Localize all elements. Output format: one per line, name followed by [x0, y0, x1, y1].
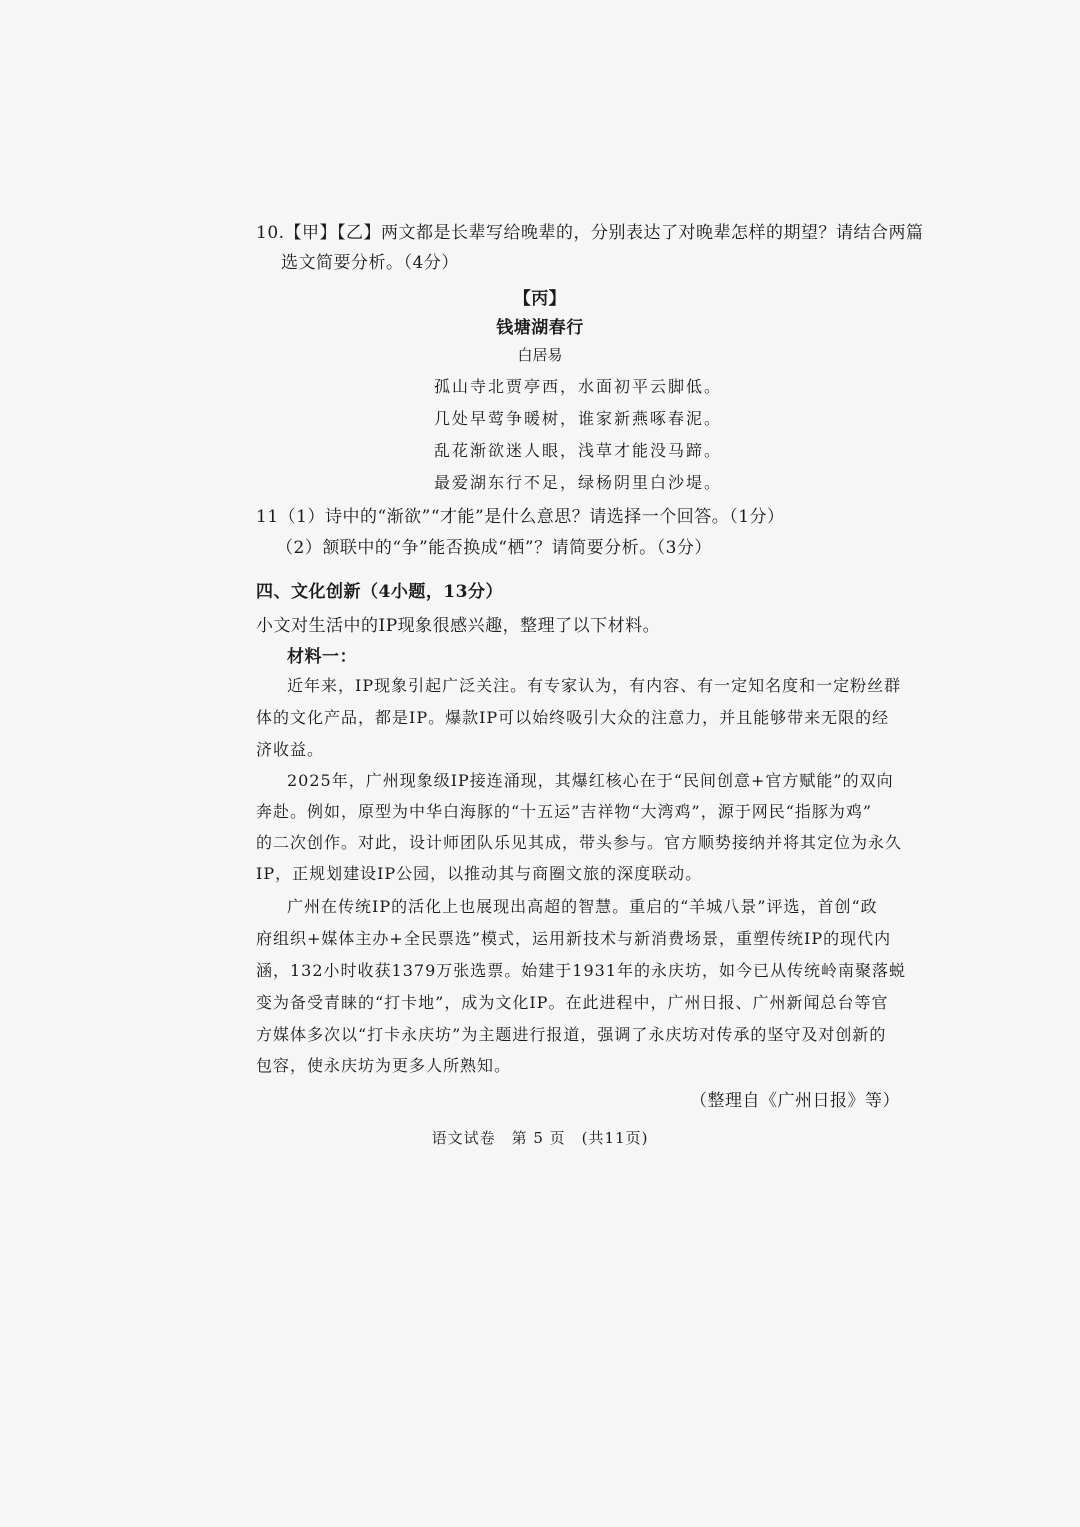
- poem-line: 几处早莺争暖树，谁家新燕啄春泥。: [434, 409, 723, 428]
- poem-line: 最爱湖东行不足，绿杨阴里白沙堤。: [434, 473, 723, 492]
- poem-author: 白居易: [517, 346, 563, 364]
- paragraph-line: 体的文化产品，都是IP。爆款IP可以始终吸引大众的注意力，并且能够带来无限的经: [256, 708, 890, 727]
- source-note: （整理自《广州日报》等）: [690, 1091, 900, 1111]
- section-heading: 四、文化创新（4小题，13分）: [256, 582, 503, 602]
- poem-title: 钱塘湖春行: [496, 318, 584, 338]
- paragraph-line: 方媒体多次以“打卡永庆坊”为主题进行报道，强调了永庆坊对传承的坚守及对创新的: [256, 1025, 887, 1044]
- section-intro: 小文对生活中的IP现象很感兴趣，整理了以下材料。: [256, 616, 661, 636]
- paragraph-line: 济收益。: [256, 740, 325, 759]
- paragraph-line: 的二次创作。对此，设计师团队乐见其成，带头参与。官方顺势接纳并将其定位为永久: [256, 833, 903, 852]
- paragraph-line: IP，正规划建设IP公园，以推动其与商圈文旅的深度联动。: [256, 864, 703, 883]
- q10-line2: 选文简要分析。（4分）: [281, 253, 459, 273]
- paragraph-line: 变为备受青睐的“打卡地”，成为文化IP。在此进程中，广州日报、广州新闻总台等官: [256, 993, 889, 1012]
- paragraph-line: 近年来，IP现象引起广泛关注。有专家认为，有内容、有一定知名度和一定粉丝群: [287, 676, 902, 695]
- poem-tag: 【丙】: [513, 289, 567, 309]
- paragraph-line: 广州在传统IP的活化上也展现出高超的智慧。重启的“羊城八景”评选，首创“政: [287, 897, 878, 916]
- poem-line: 乱花渐欲迷人眼，浅草才能没马蹄。: [434, 441, 723, 460]
- paragraph-line: 包容，使永庆坊为更多人所熟知。: [256, 1056, 512, 1075]
- poem-line: 孤山寺北贾亭西，水面初平云脚低。: [434, 377, 723, 396]
- q11-part1: 11（1）诗中的“渐欲”“才能”是什么意思？请选择一个回答。（1分）: [256, 507, 785, 527]
- q10-line1: 10.【甲】【乙】两文都是长辈写给晚辈的，分别表达了对晚辈怎样的期望？请结合两篇: [256, 223, 924, 243]
- paragraph-line: 涵，132小时收获1379万张选票。始建于1931年的永庆坊，如今已从传统岭南聚落蜕: [256, 961, 906, 980]
- paragraph-line: 2025年，广州现象级IP接连涌现，其爆红核心在于“民间创意+官方赋能”的双向: [287, 771, 894, 790]
- material-label: 材料一：: [287, 647, 357, 667]
- q11-part2: （2）颔联中的“争”能否换成“栖”？请简要分析。（3分）: [276, 538, 712, 558]
- paragraph-line: 府组织+媒体主办+全民票选”模式，运用新技术与新消费场景，重塑传统IP的现代内: [256, 929, 892, 948]
- paragraph-line: 奔赴。例如，原型为中华白海豚的“十五运”吉祥物“大湾鸡”，源于网民“指豚为鸡”: [256, 802, 873, 821]
- page-footer: 语文试卷 第 5 页 (共11页): [431, 1129, 649, 1147]
